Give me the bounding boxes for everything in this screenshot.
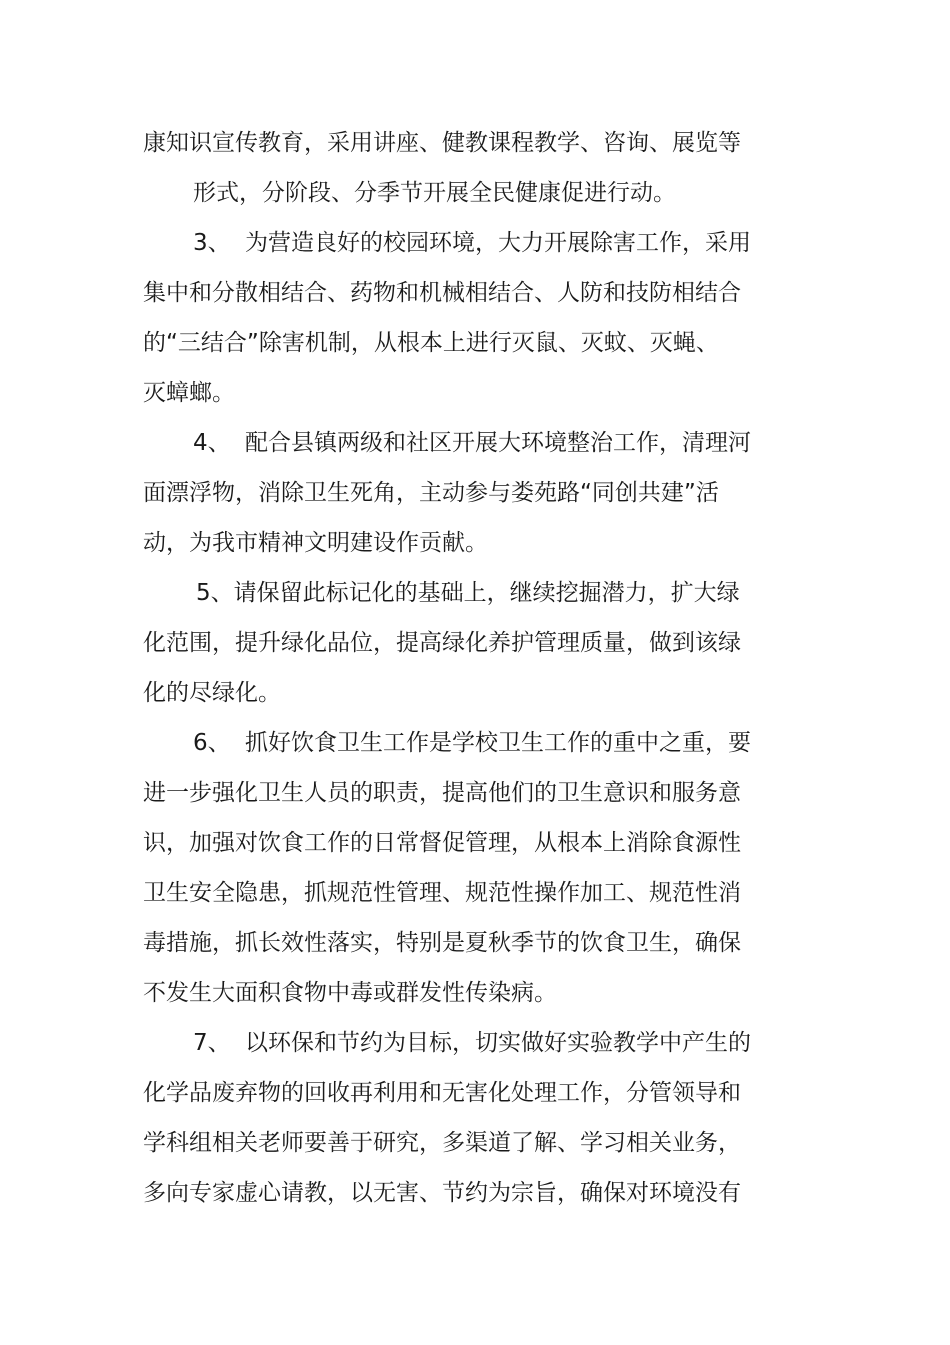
text-line: 5、请保留此标记化的基础上，继续挖掘潜力，扩大绿 bbox=[196, 580, 740, 606]
text-line: 化范围，提升绿化品位，提高绿化养护管理质量，做到该绿 bbox=[143, 630, 741, 656]
text-line: 识，加强对饮食工作的日常督促管理，从根本上消除食源性 bbox=[143, 830, 741, 856]
item-number: 4、 bbox=[193, 430, 231, 456]
text-line: 抓好饮食卫生工作是学校卫生工作的重中之重，要 bbox=[245, 730, 751, 756]
text-line: 形式，分阶段、分季节开展全民健康促进行动。 bbox=[193, 180, 676, 206]
paragraph-6-first-line bbox=[193, 728, 813, 758]
text-line: 化的尽绿化。 bbox=[143, 680, 281, 706]
text-line: 以环保和节约为目标，切实做好实验教学中产生的 bbox=[245, 1030, 751, 1056]
item-number: 3、 bbox=[193, 230, 231, 256]
item-number: 6、 bbox=[193, 730, 231, 756]
text-line: 为营造良好的校园环境，大力开展除害工作，采用 bbox=[245, 230, 751, 256]
text-line: 灭蟑螂。 bbox=[143, 380, 235, 406]
text-line: 卫生安全隐患，抓规范性管理、规范性操作加工、规范性消 bbox=[143, 880, 741, 906]
text-line: 动，为我市精神文明建设作贡献。 bbox=[143, 530, 488, 556]
item-number: 7、 bbox=[193, 1030, 231, 1056]
paragraph-7-first-line bbox=[193, 1028, 813, 1058]
text-line: 面漂浮物，消除卫生死角，主动参与娄苑路“同创共建”活 bbox=[143, 480, 719, 506]
text-line: 配合县镇两级和社区开展大环境整治工作，清理河 bbox=[245, 430, 751, 456]
text-line: 康知识宣传教育，采用讲座、健教课程教学、咨询、展览等 bbox=[143, 130, 741, 156]
text-line: 进一步强化卫生人员的职责，提高他们的卫生意识和服务意 bbox=[143, 780, 741, 806]
text-line: 学科组相关老师要善于研究，多渠道了解、学习相关业务， bbox=[143, 1130, 741, 1156]
paragraph-3-first-line bbox=[193, 228, 813, 258]
paragraph-4-first-line bbox=[193, 428, 813, 458]
text-line: 的“三结合”除害机制，从根本上进行灭鼠、灭蚊、灭蝇、 bbox=[143, 330, 719, 356]
text-line: 多向专家虚心请教，以无害、节约为宗旨，确保对环境没有 bbox=[143, 1180, 741, 1206]
text-line: 不发生大面积食物中毒或群发性传染病。 bbox=[143, 980, 557, 1006]
text-line: 集中和分散相结合、药物和机械相结合、人防和技防相结合 bbox=[143, 280, 741, 306]
text-line: 毒措施，抓长效性落实，特别是夏秋季节的饮食卫生，确保 bbox=[143, 930, 741, 956]
text-line: 化学品废弃物的回收再利用和无害化处理工作，分管领导和 bbox=[143, 1080, 741, 1106]
